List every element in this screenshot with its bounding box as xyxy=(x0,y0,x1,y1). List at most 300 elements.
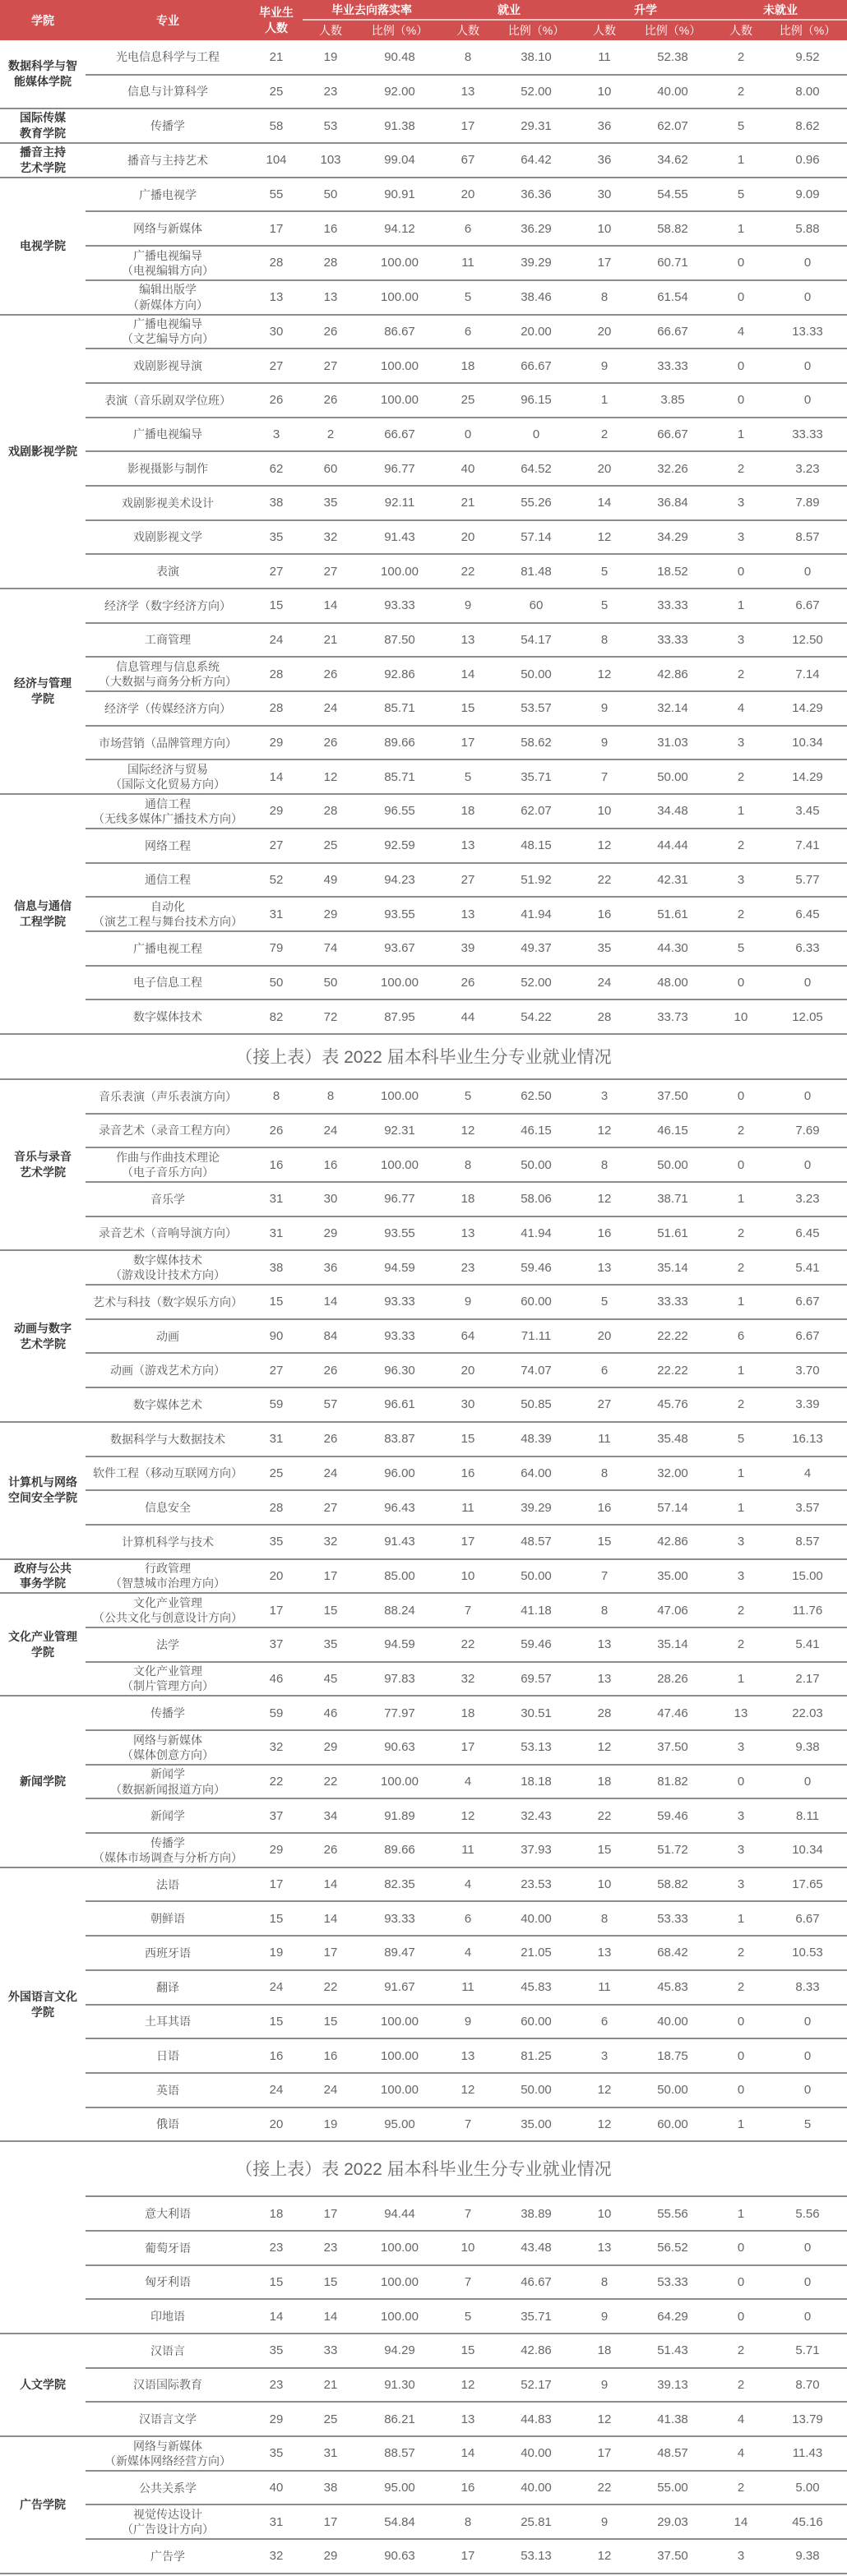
major-name: 广播电视编导 （电视编辑方向） xyxy=(86,246,250,280)
further-study-count: 16 xyxy=(577,1490,632,1525)
placed-pct: 77.97 xyxy=(359,1696,441,1730)
employed-pct: 71.11 xyxy=(495,1319,577,1354)
table-row xyxy=(0,554,847,589)
table-row xyxy=(0,1559,847,1594)
further-study-count: 8 xyxy=(577,1457,632,1491)
placed-count: 26 xyxy=(303,1422,359,1457)
college-name: 播音主持 艺术学院 xyxy=(0,143,86,178)
employed-pct: 62.07 xyxy=(495,794,577,829)
further-study-count: 12 xyxy=(577,657,632,691)
placed-pct: 100.00 xyxy=(359,2005,441,2039)
graduates: 13 xyxy=(250,280,303,315)
unemployed-pct: 5.41 xyxy=(768,1627,847,1662)
graduates: 55 xyxy=(250,178,303,212)
further-study-count: 28 xyxy=(577,999,632,1034)
unemployed-count: 13 xyxy=(714,1696,768,1730)
unemployed-count: 2 xyxy=(714,1627,768,1662)
major-name: 艺术与科技（数字娱乐方向） xyxy=(86,1285,250,1319)
placed-count: 26 xyxy=(303,657,359,691)
employed-count: 13 xyxy=(441,623,495,658)
unemployed-pct: 3.23 xyxy=(768,1182,847,1216)
further-study-count: 5 xyxy=(577,1285,632,1319)
major-name: 戏剧影视美术设计 xyxy=(86,486,250,520)
unemployed-count: 1 xyxy=(714,1662,768,1697)
unemployed-pct: 10.34 xyxy=(768,1833,847,1867)
employed-count: 7 xyxy=(441,2265,495,2300)
unemployed-count: 3 xyxy=(714,1798,768,1833)
placed-pct: 91.43 xyxy=(359,1525,441,1559)
placed-pct: 93.33 xyxy=(359,589,441,623)
major-name: 日语 xyxy=(86,2038,250,2073)
unemployed-count: 2 xyxy=(714,829,768,863)
header-group: 未就业 xyxy=(714,0,847,20)
employed-pct: 40.00 xyxy=(495,2436,577,2471)
major-name: 软件工程（移动互联网方向） xyxy=(86,1457,250,1491)
unemployed-count: 14 xyxy=(714,2504,768,2539)
placed-count: 24 xyxy=(303,691,359,726)
table-row xyxy=(0,1525,847,1559)
employed-pct: 38.46 xyxy=(495,280,577,315)
employed-count: 7 xyxy=(441,1593,495,1627)
further-study-count: 12 xyxy=(577,1730,632,1765)
further-study-pct: 29.03 xyxy=(632,2504,714,2539)
employed-pct: 50.00 xyxy=(495,1559,577,1594)
major-name: 广播电视编导 （文艺编导方向） xyxy=(86,315,250,349)
major-name: 法语 xyxy=(86,1867,250,1902)
employed-count: 16 xyxy=(441,1457,495,1491)
employed-count: 22 xyxy=(441,554,495,589)
employed-count: 9 xyxy=(441,2005,495,2039)
further-study-count: 36 xyxy=(577,108,632,143)
placed-count: 14 xyxy=(303,1285,359,1319)
employed-pct: 64.42 xyxy=(495,143,577,178)
employed-pct: 58.62 xyxy=(495,726,577,760)
major-name: 信息与计算科学 xyxy=(86,75,250,109)
major-name: 广播电视学 xyxy=(86,178,250,212)
unemployed-count: 3 xyxy=(714,2539,768,2574)
further-study-count: 16 xyxy=(577,1216,632,1251)
placed-pct: 91.30 xyxy=(359,2368,441,2403)
placed-pct: 100.00 xyxy=(359,1147,441,1182)
table-row xyxy=(0,863,847,898)
further-study-count: 22 xyxy=(577,1798,632,1833)
further-study-count: 15 xyxy=(577,1833,632,1867)
placed-count: 29 xyxy=(303,1730,359,1765)
unemployed-count: 1 xyxy=(714,1285,768,1319)
unemployed-pct: 0 xyxy=(768,246,847,280)
employed-pct: 35.71 xyxy=(495,759,577,794)
table-row xyxy=(0,1490,847,1525)
major-name: 广播电视工程 xyxy=(86,931,250,966)
further-study-pct: 51.61 xyxy=(632,1216,714,1251)
placed-count: 29 xyxy=(303,1216,359,1251)
table-row xyxy=(0,75,847,109)
unemployed-pct: 6.67 xyxy=(768,1319,847,1354)
further-study-count: 16 xyxy=(577,897,632,931)
further-study-pct: 48.00 xyxy=(632,966,714,1000)
placed-pct: 94.12 xyxy=(359,211,441,246)
major-name: 汉语言 xyxy=(86,2334,250,2368)
placed-pct: 91.43 xyxy=(359,520,441,555)
employed-count: 16 xyxy=(441,2471,495,2505)
table-row xyxy=(0,246,847,280)
unemployed-pct: 0 xyxy=(768,2038,847,2073)
further-study-count: 5 xyxy=(577,589,632,623)
further-study-pct: 35.00 xyxy=(632,1559,714,1594)
further-study-pct: 55.00 xyxy=(632,2471,714,2505)
table-row xyxy=(0,1457,847,1491)
employed-pct: 48.15 xyxy=(495,829,577,863)
employed-pct: 60.00 xyxy=(495,1285,577,1319)
placed-count: 26 xyxy=(303,1353,359,1387)
employed-count: 18 xyxy=(441,1696,495,1730)
employed-count: 6 xyxy=(441,1901,495,1936)
placed-count: 26 xyxy=(303,1833,359,1867)
graduates: 15 xyxy=(250,1285,303,1319)
further-study-pct: 35.14 xyxy=(632,1627,714,1662)
table-row xyxy=(0,1765,847,1799)
unemployed-pct: 9.09 xyxy=(768,178,847,212)
further-study-pct: 3.85 xyxy=(632,383,714,418)
graduates: 21 xyxy=(250,40,303,75)
placed-pct: 90.63 xyxy=(359,1730,441,1765)
graduates: 35 xyxy=(250,520,303,555)
placed-count: 15 xyxy=(303,2265,359,2300)
employed-count: 20 xyxy=(441,1353,495,1387)
placed-pct: 100.00 xyxy=(359,2231,441,2265)
unemployed-count: 4 xyxy=(714,2402,768,2436)
graduates: 26 xyxy=(250,383,303,418)
college-name xyxy=(0,2196,86,2334)
unemployed-pct: 0 xyxy=(768,2265,847,2300)
placed-pct: 100.00 xyxy=(359,349,441,383)
employed-count: 17 xyxy=(441,1730,495,1765)
major-name: 网络与新媒体 xyxy=(86,211,250,246)
graduates: 24 xyxy=(250,623,303,658)
placed-pct: 96.00 xyxy=(359,1457,441,1491)
placed-pct: 100.00 xyxy=(359,1079,441,1114)
placed-pct: 94.29 xyxy=(359,2334,441,2368)
unemployed-pct: 13.33 xyxy=(768,315,847,349)
employed-count: 8 xyxy=(441,2504,495,2539)
further-study-count: 24 xyxy=(577,966,632,1000)
placed-pct: 92.31 xyxy=(359,1114,441,1148)
college-name: 信息与通信 工程学院 xyxy=(0,794,86,1034)
graduates: 15 xyxy=(250,589,303,623)
further-study-pct: 68.42 xyxy=(632,1936,714,1970)
major-name: 编辑出版学 （新媒体方向） xyxy=(86,280,250,315)
further-study-pct: 45.83 xyxy=(632,1970,714,2005)
further-study-count: 3 xyxy=(577,1079,632,1114)
header-percent: 比例（%） xyxy=(768,20,847,40)
graduates: 35 xyxy=(250,1525,303,1559)
further-study-count: 8 xyxy=(577,1901,632,1936)
unemployed-pct: 6.45 xyxy=(768,897,847,931)
graduates: 37 xyxy=(250,1798,303,1833)
table-row xyxy=(0,383,847,418)
graduates: 58 xyxy=(250,108,303,143)
placed-pct: 92.11 xyxy=(359,486,441,520)
graduates: 32 xyxy=(250,1730,303,1765)
employed-count: 7 xyxy=(441,2196,495,2231)
graduates: 15 xyxy=(250,1901,303,1936)
major-name: 通信工程 （无线多媒体广播技术方向） xyxy=(86,794,250,829)
employed-pct: 81.25 xyxy=(495,2038,577,2073)
major-name: 新闻学 （数据新闻报道方向） xyxy=(86,1765,250,1799)
further-study-count: 17 xyxy=(577,2436,632,2471)
table-row xyxy=(0,1593,847,1627)
placed-count: 84 xyxy=(303,1319,359,1354)
employed-count: 26 xyxy=(441,966,495,1000)
placed-pct: 100.00 xyxy=(359,2265,441,2300)
employed-count: 17 xyxy=(441,108,495,143)
further-study-pct: 32.26 xyxy=(632,451,714,486)
further-study-pct: 33.33 xyxy=(632,349,714,383)
major-name: 通信工程 xyxy=(86,863,250,898)
further-study-count: 8 xyxy=(577,280,632,315)
unemployed-pct: 45.16 xyxy=(768,2504,847,2539)
placed-pct: 96.77 xyxy=(359,1182,441,1216)
graduates: 17 xyxy=(250,211,303,246)
employed-count: 12 xyxy=(441,2368,495,2403)
placed-count: 27 xyxy=(303,554,359,589)
unemployed-pct: 8.33 xyxy=(768,1970,847,2005)
employed-count: 5 xyxy=(441,759,495,794)
further-study-pct: 61.54 xyxy=(632,280,714,315)
table-row xyxy=(0,1970,847,2005)
placed-count: 29 xyxy=(303,2539,359,2574)
graduates: 20 xyxy=(250,1559,303,1594)
further-study-count: 11 xyxy=(577,40,632,75)
placed-pct: 87.95 xyxy=(359,999,441,1034)
unemployed-count: 1 xyxy=(714,143,768,178)
employed-count: 4 xyxy=(441,1765,495,1799)
graduates: 20 xyxy=(250,2107,303,2142)
unemployed-count: 3 xyxy=(714,1559,768,1594)
table-row xyxy=(0,1867,847,1902)
major-name: 录音艺术（音响导演方向） xyxy=(86,1216,250,1251)
table-row xyxy=(0,2265,847,2300)
placed-pct: 54.84 xyxy=(359,2504,441,2539)
graduates: 29 xyxy=(250,794,303,829)
graduates: 24 xyxy=(250,1970,303,2005)
placed-count: 34 xyxy=(303,1798,359,1833)
unemployed-pct: 9.38 xyxy=(768,1730,847,1765)
further-study-count: 9 xyxy=(577,691,632,726)
placed-count: 24 xyxy=(303,1457,359,1491)
further-study-pct: 55.56 xyxy=(632,2196,714,2231)
placed-pct: 94.59 xyxy=(359,1250,441,1285)
employed-count: 0 xyxy=(441,418,495,452)
placed-pct: 89.66 xyxy=(359,726,441,760)
unemployed-pct: 33.33 xyxy=(768,418,847,452)
unemployed-pct: 8.11 xyxy=(768,1798,847,1833)
unemployed-pct: 3.45 xyxy=(768,794,847,829)
unemployed-pct: 0 xyxy=(768,966,847,1000)
further-study-pct: 52.38 xyxy=(632,40,714,75)
further-study-count: 8 xyxy=(577,1147,632,1182)
major-name: 网络与新媒体 （新媒体网络经营方向） xyxy=(86,2436,250,2471)
placed-count: 19 xyxy=(303,2107,359,2142)
unemployed-pct: 8.57 xyxy=(768,520,847,555)
unemployed-pct: 9.38 xyxy=(768,2539,847,2574)
further-study-count: 2 xyxy=(577,418,632,452)
graduates: 24 xyxy=(250,2073,303,2107)
placed-pct: 87.50 xyxy=(359,623,441,658)
further-study-count: 12 xyxy=(577,1114,632,1148)
unemployed-pct: 0 xyxy=(768,349,847,383)
graduates: 22 xyxy=(250,1765,303,1799)
college-name: 新闻学院 xyxy=(0,1696,86,1867)
table-row xyxy=(0,2005,847,2039)
placed-count: 35 xyxy=(303,486,359,520)
table-row xyxy=(0,2504,847,2539)
employed-count: 14 xyxy=(441,2436,495,2471)
major-name: 自动化 （演艺工程与舞台技术方向） xyxy=(86,897,250,931)
further-study-pct: 42.31 xyxy=(632,863,714,898)
graduates: 28 xyxy=(250,691,303,726)
placed-count: 17 xyxy=(303,1936,359,1970)
employed-count: 9 xyxy=(441,589,495,623)
header-count: 人数 xyxy=(714,20,768,40)
placed-pct: 100.00 xyxy=(359,280,441,315)
employed-count: 13 xyxy=(441,2038,495,2073)
employment-table xyxy=(0,2195,847,2574)
employed-pct: 41.94 xyxy=(495,897,577,931)
further-study-count: 10 xyxy=(577,75,632,109)
unemployed-pct: 0.96 xyxy=(768,143,847,178)
employed-count: 18 xyxy=(441,349,495,383)
employed-pct: 50.00 xyxy=(495,1147,577,1182)
unemployed-count: 5 xyxy=(714,1422,768,1457)
graduates: 26 xyxy=(250,1114,303,1148)
placed-count: 26 xyxy=(303,726,359,760)
employed-count: 30 xyxy=(441,1387,495,1422)
placed-pct: 90.91 xyxy=(359,178,441,212)
employed-pct: 0 xyxy=(495,418,577,452)
major-name: 录音艺术（录音工程方向） xyxy=(86,1114,250,1148)
placed-count: 57 xyxy=(303,1387,359,1422)
further-study-pct: 60.00 xyxy=(632,2107,714,2142)
header-group: 升学 xyxy=(577,0,714,20)
graduates: 79 xyxy=(250,931,303,966)
table-row xyxy=(0,1353,847,1387)
college-name: 经济与管理 学院 xyxy=(0,589,86,794)
table-row xyxy=(0,726,847,760)
major-name: 音乐表演（声乐表演方向） xyxy=(86,1079,250,1114)
placed-count: 15 xyxy=(303,2005,359,2039)
graduates: 50 xyxy=(250,966,303,1000)
further-study-pct: 37.50 xyxy=(632,2539,714,2574)
major-name: 表演 xyxy=(86,554,250,589)
further-study-count: 15 xyxy=(577,1525,632,1559)
further-study-count: 8 xyxy=(577,1593,632,1627)
placed-pct: 96.55 xyxy=(359,794,441,829)
employed-pct: 18.18 xyxy=(495,1765,577,1799)
unemployed-pct: 14.29 xyxy=(768,759,847,794)
employed-count: 17 xyxy=(441,1525,495,1559)
further-study-pct: 34.48 xyxy=(632,794,714,829)
employed-pct: 25.81 xyxy=(495,2504,577,2539)
further-study-count: 6 xyxy=(577,1353,632,1387)
major-name: 工商管理 xyxy=(86,623,250,658)
further-study-pct: 44.44 xyxy=(632,829,714,863)
further-study-pct: 31.03 xyxy=(632,726,714,760)
employed-pct: 42.86 xyxy=(495,2334,577,2368)
further-study-pct: 33.33 xyxy=(632,623,714,658)
employment-table xyxy=(0,0,847,1035)
table-row xyxy=(0,1250,847,1285)
further-study-pct: 81.82 xyxy=(632,1765,714,1799)
college-name: 广告学院 xyxy=(0,2436,86,2574)
further-study-pct: 56.52 xyxy=(632,2231,714,2265)
major-name: 网络与新媒体 （媒体创意方向） xyxy=(86,1730,250,1765)
placed-pct: 92.00 xyxy=(359,75,441,109)
graduates: 82 xyxy=(250,999,303,1034)
employed-count: 11 xyxy=(441,1490,495,1525)
college-name: 文化产业管理 学院 xyxy=(0,1593,86,1696)
unemployed-count: 0 xyxy=(714,2299,768,2334)
unemployed-count: 3 xyxy=(714,1525,768,1559)
unemployed-pct: 15.00 xyxy=(768,1559,847,1594)
further-study-pct: 53.33 xyxy=(632,1901,714,1936)
employed-count: 18 xyxy=(441,1182,495,1216)
placed-pct: 85.71 xyxy=(359,691,441,726)
further-study-count: 7 xyxy=(577,1559,632,1594)
further-study-count: 5 xyxy=(577,554,632,589)
unemployed-count: 4 xyxy=(714,2436,768,2471)
placed-count: 17 xyxy=(303,1559,359,1594)
placed-pct: 86.67 xyxy=(359,315,441,349)
placed-count: 17 xyxy=(303,2196,359,2231)
further-study-pct: 18.52 xyxy=(632,554,714,589)
employed-pct: 74.07 xyxy=(495,1353,577,1387)
further-study-pct: 45.76 xyxy=(632,1387,714,1422)
table-row xyxy=(0,520,847,555)
placed-count: 2 xyxy=(303,418,359,452)
placed-pct: 92.59 xyxy=(359,829,441,863)
unemployed-pct: 5.88 xyxy=(768,211,847,246)
placed-count: 32 xyxy=(303,1525,359,1559)
employed-count: 11 xyxy=(441,1970,495,2005)
table-row xyxy=(0,486,847,520)
placed-pct: 88.24 xyxy=(359,1593,441,1627)
placed-count: 12 xyxy=(303,759,359,794)
further-study-count: 12 xyxy=(577,829,632,863)
table-row xyxy=(0,1696,847,1730)
further-study-pct: 50.00 xyxy=(632,2073,714,2107)
header-college: 学院 xyxy=(0,0,86,40)
unemployed-pct: 0 xyxy=(768,2005,847,2039)
further-study-pct: 51.61 xyxy=(632,897,714,931)
major-name: 影视摄影与制作 xyxy=(86,451,250,486)
further-study-pct: 46.15 xyxy=(632,1114,714,1148)
placed-count: 13 xyxy=(303,280,359,315)
unemployed-count: 2 xyxy=(714,897,768,931)
unemployed-pct: 9.52 xyxy=(768,40,847,75)
placed-pct: 83.87 xyxy=(359,1422,441,1457)
unemployed-pct: 13.79 xyxy=(768,2402,847,2436)
placed-pct: 96.30 xyxy=(359,1353,441,1387)
header-graduates: 毕业生 人数 xyxy=(250,0,303,40)
graduates: 30 xyxy=(250,315,303,349)
graduates: 15 xyxy=(250,2005,303,2039)
unemployed-count: 1 xyxy=(714,1457,768,1491)
employed-count: 15 xyxy=(441,2334,495,2368)
further-study-count: 9 xyxy=(577,2504,632,2539)
placed-count: 50 xyxy=(303,966,359,1000)
placed-pct: 100.00 xyxy=(359,966,441,1000)
